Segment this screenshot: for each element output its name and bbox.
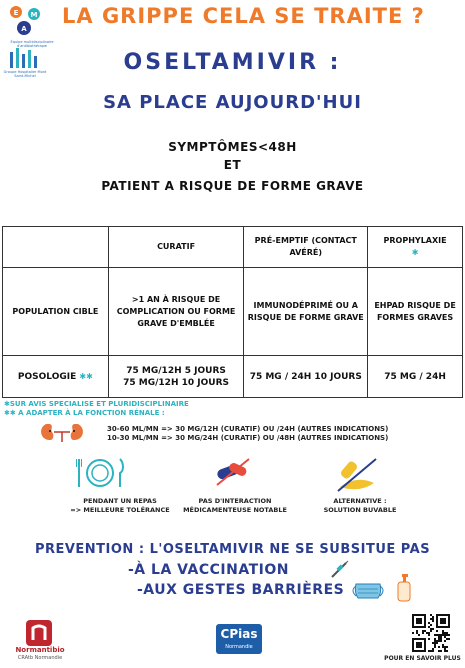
posologie-curatif-line2: 75 MG/12H 10 JOURS (123, 377, 229, 388)
population-curatif: >1 AN À RISQUE DE COMPLICATION OU FORME GRAVE D'EMBLÉE (108, 268, 244, 356)
table-row-population (3, 268, 463, 356)
ema-letter-e: E (13, 9, 19, 17)
double-star-marker-2: ✱ (86, 371, 93, 381)
hand-gel-icon (396, 574, 412, 602)
normantibio-logo (26, 620, 52, 646)
renal-dose-1: 30-60 ML/MN => 30 MG/12H (CURATIF) OU /24H (AUTRES INDICATIONS) (107, 425, 389, 433)
cpias-subtitle: Normandie (225, 644, 253, 650)
mask-icon (350, 580, 386, 602)
population-label: POPULATION CIBLE (3, 268, 109, 356)
condition-and: ET (223, 158, 242, 172)
drug-title: OSELTAMIVIR : (123, 50, 342, 75)
header-curatif: CURATIF (108, 227, 244, 268)
syrup-icon (330, 455, 382, 495)
ema-letter-a: A (21, 25, 27, 33)
interaction-caption-line1: PAS D'INTERACTION (198, 497, 272, 505)
meal-caption (70, 497, 170, 515)
normantibio-name: Normantibio (15, 646, 65, 654)
renal-doses (107, 425, 407, 443)
footnote-renal: ✱✱ A ADAPTER À LA FONCTION RÉNALE : (4, 409, 165, 417)
ema-logo-caption: Équipe multidisciplinaire d'antibiothérapie (10, 40, 54, 48)
qr-caption: POUR EN SAVOIR PLUS (384, 655, 461, 662)
treatment-table (2, 226, 463, 398)
condition-symptoms: SYMPTÔMES<48H (168, 140, 297, 154)
condition-risk: PATIENT A RISQUE DE FORME GRAVE (101, 179, 364, 193)
table-row-posologie (3, 356, 463, 398)
posologie-curatif-line1: 75 MG/12H 5 JOURS (126, 365, 226, 376)
prevention-vaccination: -À LA VACCINATION (128, 562, 289, 578)
population-preemptif: IMMUNODÉPRIMÉ OU A RISQUE DE FORME GRAVE (244, 268, 368, 356)
meal-caption-line1: PENDANT UN REPAS (83, 497, 157, 505)
vaccine-icon (329, 560, 349, 580)
hospital-logo-caption: Groupe Hospitalier Mont Saint-Michel (3, 70, 47, 78)
ema-logo (4, 2, 46, 40)
header-prophylaxie (368, 227, 463, 268)
renal-dose-2: 10-30 ML/MN => 30 MG/24H (CURATIF) OU /48H (AUTRES INDICATIONS) (107, 434, 389, 442)
kidney-icon (40, 420, 84, 444)
footnotes (4, 400, 304, 418)
ema-letter-m: M (30, 11, 38, 19)
page-subtitle: SA PLACE AUJOURD'HUI (103, 92, 362, 113)
header-empty-cell (3, 227, 109, 268)
posologie-curatif (108, 356, 244, 398)
interaction-caption (180, 497, 290, 515)
header-preemptif: PRÉ-EMPTIF (CONTACT AVÉRÉ) (244, 227, 368, 268)
qr-code[interactable] (412, 614, 450, 652)
alternative-caption-line2: SOLUTION BUVABLE (323, 506, 397, 514)
interaction-caption-line2: MÉDICAMENTEUSE NOTABLE (183, 506, 287, 514)
alternative-caption-line1: ALTERNATIVE : (333, 497, 387, 505)
footnote-specialist: ✱SUR AVIS SPECIALISE ET PLURIDISCIPLINAIRE (4, 400, 189, 408)
posologie-preemptif: 75 MG / 24H 10 JOURS (244, 356, 368, 398)
prevention-heading: PREVENTION : L'OSELTAMIVIR NE SE SUBSITUE PAS (34, 542, 431, 557)
header-prophylaxie-label: PROPHYLAXIE (383, 236, 447, 245)
meal-caption-line2: => MEILLEURE TOLÉRANCE (70, 506, 170, 514)
page-title: LA GRIPPE CELA SE TRAITE ? (62, 4, 425, 28)
cpias-logo (216, 624, 262, 654)
posologie-label: POSOLOGIE (17, 371, 77, 382)
no-interaction-icon (213, 455, 253, 489)
prevention-barrier: -AUX GESTES BARRIÈRES (137, 582, 345, 598)
cpias-name: CPias (220, 627, 258, 641)
normantibio-subtitle: CRAtb Normandie (17, 655, 63, 661)
table-header-row (3, 227, 463, 268)
alternative-caption (320, 497, 400, 515)
posologie-prophylaxie: 75 MG / 24H (368, 356, 463, 398)
double-star-marker-1: ✱ (79, 371, 87, 381)
star-marker: ✱ (411, 248, 419, 257)
meal-icon (74, 455, 126, 491)
posologie-label-cell (3, 356, 109, 398)
population-prophylaxie: EHPAD RISQUE DE FORMES GRAVES (368, 268, 463, 356)
